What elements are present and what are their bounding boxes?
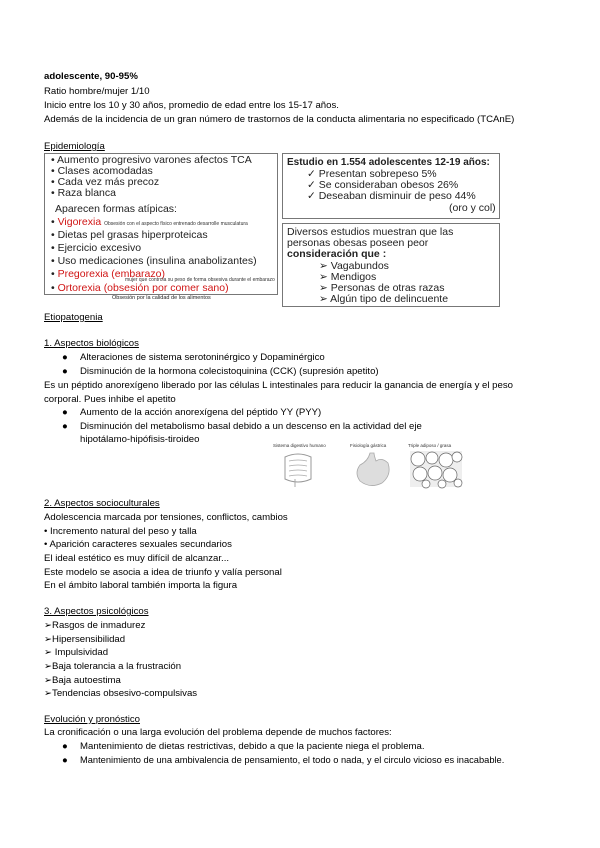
intro-line-3: Inicio entre los 10 y 30 años, promedio de edad entre los 15-17 años.: [44, 100, 339, 111]
bio-paragraph-2: corporal. Pues inhibe el apetito: [44, 394, 176, 405]
psico-item: ➢Baja autoestima: [44, 675, 121, 686]
form-item: • Dietas pel grasas hiperproteicas: [51, 229, 208, 241]
consideracion-line-3: consideración que :: [287, 248, 387, 260]
socio-line: • Aparición caracteres sexuales secundarios: [44, 539, 232, 550]
estudio-box: [282, 153, 500, 219]
bio-bullet-1: Alteraciones de sistema serotoninérgico y Dopaminérgico: [80, 352, 325, 363]
figure-label: Sistema digestivo humano: [273, 443, 326, 448]
left-item: • Aumento progresivo varones afectos TCA: [51, 154, 252, 166]
stomach-figure: [350, 443, 400, 489]
figure-label: Fisiología gástrica: [350, 443, 387, 448]
bullet-dot: ●: [62, 352, 68, 363]
intestine-icon: [273, 449, 323, 489]
psico-item: ➢Baja tolerancia a la frustración: [44, 661, 182, 672]
psico-item: ➢Tendencias obsesivo-compulsivas: [44, 688, 198, 699]
consideracion-line-2: personas obesas poseen peor: [287, 237, 429, 249]
adipose-figure: [408, 443, 464, 489]
bullet-dot: ●: [62, 407, 68, 418]
bullet-dot: ●: [62, 755, 68, 766]
intro-line-1: adolescente, 90-95%: [44, 71, 138, 82]
estudio-item: ✓ Deseaban disminuir de peso 44%: [307, 190, 476, 202]
bullet-dot: ●: [62, 741, 68, 752]
epidemiologia-heading: Epidemiología: [44, 141, 105, 152]
intro-line-2: Ratio hombre/mujer 1/10: [44, 86, 150, 97]
psico-item: ➢Hipersensibilidad: [44, 634, 126, 645]
bio-bullet-4: Disminución del metabolismo basal debido a un descenso en la actividad del eje: [80, 421, 422, 432]
socio-line: El ideal estético es muy difícil de alcanzar...: [44, 553, 230, 564]
estudio-note: (oro y col): [449, 202, 496, 214]
aspectos-psicologicos-heading: 3. Aspectos psicológicos: [44, 606, 149, 617]
bullet-dot: ●: [62, 421, 68, 432]
form-item: • Pregorexia (embarazo): [51, 268, 165, 280]
bio-bullet-4-cont: hipotálamo-hipófisis-tiroideo: [80, 434, 200, 445]
consideracion-item: ➢ Mendigos: [319, 271, 377, 283]
aspectos-biologicos-heading: 1. Aspectos biológicos: [44, 338, 139, 349]
consideracion-box: [282, 223, 500, 307]
consideracion-item: ➢ Personas de otras razas: [319, 282, 445, 294]
estudio-title: Estudio en 1.554 adolescentes 12-19 años:: [287, 157, 490, 168]
bullet-dot: ●: [62, 366, 68, 377]
intro-line-4: Además de la incidencia de un gran número de trastornos de la conducta alimentaria no especificado (TCAnE): [44, 114, 515, 125]
evolucion-intro: La cronificación o una larga evolución del problema depende de muchos factores:: [44, 727, 392, 738]
figure-label: Triple adiposo / grasa: [408, 443, 452, 448]
socio-line: En el ámbito laboral también importa la figura: [44, 580, 238, 591]
apariciones-title: Aparecen formas atípicas:: [55, 203, 177, 215]
bio-bullet-3: Aumento de la acción anorexígena del péptido YY (PYY): [80, 407, 322, 418]
left-item: • Clases acomodadas: [51, 165, 153, 177]
etiopatogenia-heading: Etiopatogenia: [44, 312, 103, 323]
bio-bullet-2: Disminución de la hormona colecistoquinina (CCK) (supresión apetito): [80, 366, 379, 377]
socio-line: Adolescencia marcada por tensiones, conflictos, cambios: [44, 512, 288, 523]
psico-item: ➢Rasgos de inmadurez: [44, 620, 146, 631]
aspectos-socioculturales-heading: 2. Aspectos socioculturales: [44, 498, 160, 509]
epidemiologia-left-box: [44, 153, 278, 295]
estudio-item: ✓ Presentan sobrepeso 5%: [307, 168, 437, 180]
socio-line: Este modelo se asocia a idea de triunfo y valía personal: [44, 567, 282, 578]
form-item: • Vigorexia Obsesión con el aspecto físico entrenado desarrolle musculatura: [51, 216, 248, 228]
psico-item: ➢ Impulsividad: [44, 647, 109, 658]
digestive-system-figure: [273, 443, 326, 489]
consideracion-item: ➢ Vagabundos: [319, 260, 389, 272]
consideracion-item: ➢ Algún tipo de delincuente: [319, 293, 449, 305]
socio-line: • Incremento natural del peso y talla: [44, 526, 197, 537]
consideracion-line-1: Diversos estudios muestran que las: [287, 226, 454, 238]
estudio-item: ✓ Se consideraban obesos 26%: [307, 179, 459, 191]
adipose-tissue-icon: [408, 449, 464, 489]
left-item: • Raza blanca: [51, 187, 116, 199]
form-item: • Uso medicaciones (insulina anabolizantes): [51, 255, 257, 267]
evolucion-heading: Evolución y pronóstico: [44, 714, 140, 725]
evolucion-bullet-2: Mantenimiento de una ambivalencia de pensamiento, el todo o nada, y el circulo vicioso es inacabable.: [80, 755, 505, 765]
left-box-caption: Obsesión por la calidad de los alimentos: [112, 295, 211, 301]
bio-paragraph-1: Es un péptido anorexígeno liberado por las células L intestinales para reducir la ganancia de energía y el peso: [44, 380, 513, 391]
stomach-icon: [350, 449, 400, 489]
form-item: • Ortorexia (obsesión por comer sano): [51, 282, 229, 294]
form-item: • Ejercicio excesivo: [51, 242, 142, 254]
pregorexia-note: mujer que controla su peso de forma obsesiva durante el embarazo: [125, 277, 275, 283]
left-item: • Cada vez más precoz: [51, 176, 160, 188]
evolucion-bullet-1: Mantenimiento de dietas restrictivas, debido a que la paciente niega el problema.: [80, 741, 425, 752]
